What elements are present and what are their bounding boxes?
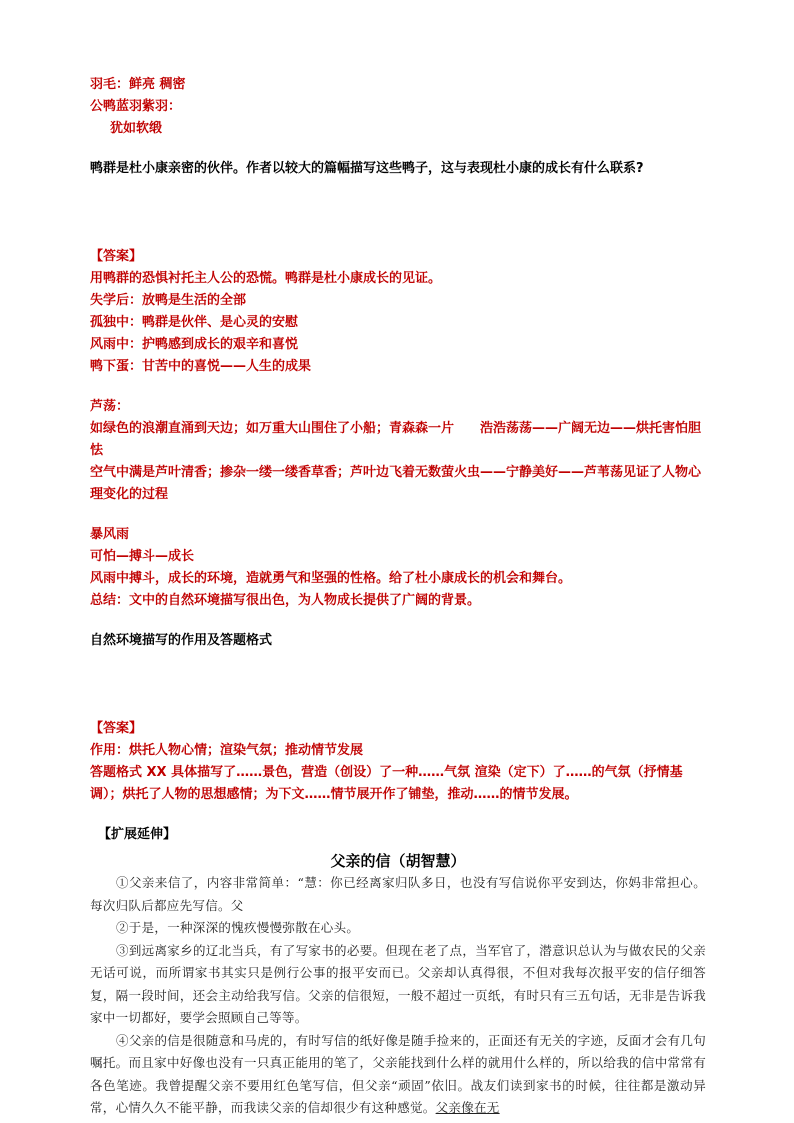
article-paragraph-text: ④父亲的信是很随意和马虎的，有时写信的纸好像是随手捡来的，正面还有无关的字迹，反面才会有几句嘱托。而且家中好像也没有一只真正能用的笔了，父亲能找到什么样的就用什么样的，所以给我的信中常常有各色笔迹。我曾提醒父亲不要用红色笔写信，但父亲“顽固”依旧。战友们读到家书的时候，往往都是激动异常，心情久久不能平静，而我读父亲的信却很少有这种感觉。	[90, 1032, 706, 1115]
storm-title: 暴风雨	[90, 527, 130, 542]
storm-line: 可怕—搏斗—成长	[90, 549, 195, 564]
answer-label-1: 【答案】	[90, 249, 143, 264]
answer1-line: 用鸭群的恐惧衬托主人公的恐慌。鸭群是杜小康成长的见证。	[90, 271, 442, 286]
satin-line: 犹如软缎	[110, 121, 163, 136]
answer1-line: 鸭下蛋：甘苦中的喜悦——人生的成果	[90, 359, 312, 374]
answer1-line: 孤独中：鸭群是伙伴、是心灵的安慰	[90, 315, 299, 330]
article-title: 父亲的信（胡智慧）	[330, 852, 466, 870]
article-body	[90, 872, 706, 1120]
underlined-tail: 父亲像在无	[435, 1100, 500, 1115]
answer1-line: 失学后：放鸭是生活的全部	[90, 293, 247, 308]
answer1-line: 风雨中：护鸭感到成长的艰辛和喜悦	[90, 337, 299, 352]
storm-line: 风雨中搏斗，成长的环境，造就勇气和坚强的性格。给了杜小康成长的机会和舞台。	[90, 571, 572, 586]
article-paragraph-last	[90, 1030, 706, 1120]
answer-label-2: 【答案】	[90, 721, 143, 736]
document-page	[90, 74, 706, 1120]
drake-feather-line: 公鸭蓝羽紫羽：	[90, 99, 182, 114]
article-paragraph: ①父亲来信了，内容非常简单：“慧：你已经离家归队多日，也没有写信说你平安到达，你妈非常担心。每次归队后都应先写信。父	[90, 875, 706, 913]
summary-line: 总结：文中的自然环境描写很出色，为人物成长提供了广阔的背景。	[90, 593, 481, 608]
answer2-function-line: 作用：烘托人物心情；渲染气氛；推动情节发展	[90, 743, 364, 758]
reeds-paragraph: 空气中满是芦叶清香；掺杂一缕一缕香草香；芦叶边飞着无数萤火虫——宁静美好——芦苇荡见证了人物心理变化的过程	[90, 465, 702, 502]
question-ducks: 鸭群是杜小康亲密的伙伴。作者以较大的篇幅描写这些鸭子，这与表现杜小康的成长有什么联系?	[90, 161, 644, 176]
reeds-paragraph: 如绿色的浪潮直涌到天边；如万重大山围住了小船；青森森一片 浩浩荡荡——广阔无边——烘托害怕胆怯	[90, 421, 702, 458]
feather-line: 羽毛：鲜亮 稠密	[90, 77, 186, 92]
reeds-title: 芦荡：	[90, 399, 130, 414]
answer2-format-paragraph: 答题格式 XX 具体描写了……景色，营造（创设）了一种……气氛 渲染（定下）了……的气氛（抒情基调）；烘托了人物的思想感情；为下文……情节展开作了铺垫，推动……的情节发展。	[90, 765, 683, 802]
article-paragraph: ②于是，一种深深的愧疚慢慢弥散在心头。	[116, 920, 360, 935]
question-environment: 自然环境描写的作用及答题格式	[90, 633, 273, 648]
expand-heading: 【扩展延伸】	[98, 827, 177, 842]
article-paragraph: ③到远离家乡的辽北当兵，有了写家书的必要。但现在老了点，当军官了，潜意识总认为与做农民的父亲无话可说，而所谓家书其实只是例行公事的报平安而已。父亲却认真得很，不但对我每次报平安的信仔细答复，隔一段时间，还会主动给我写信。父亲的信很短，一般不超过一页纸，有时只有三五句话，无非是告诉我家中一切都好，要学会照顾自己等等。	[90, 942, 706, 1025]
